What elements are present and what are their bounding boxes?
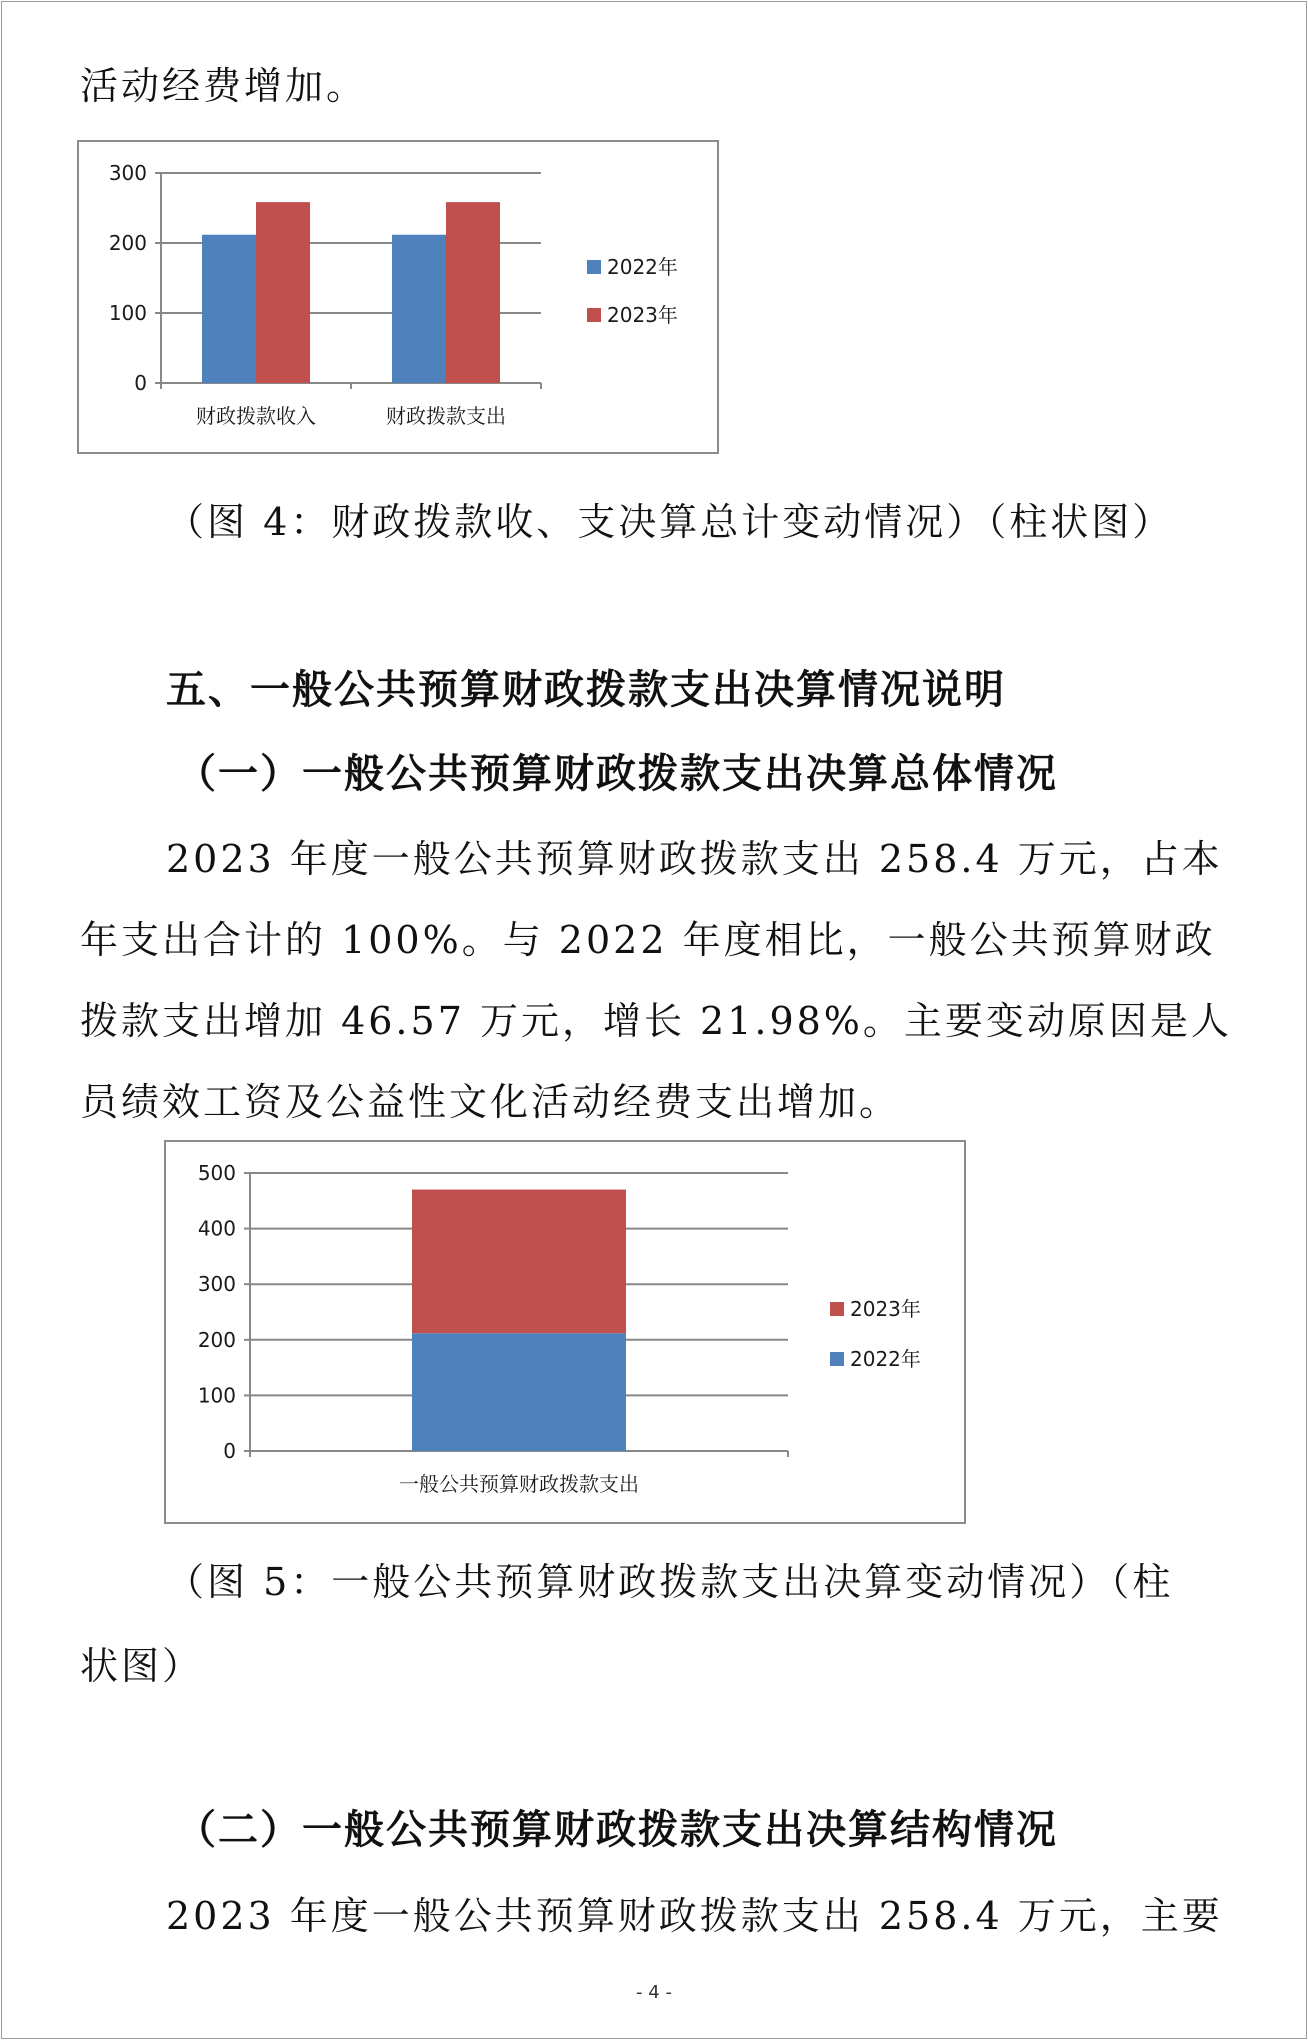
figure-5-caption-line-2: 状图） [80,1644,204,1688]
y-tick-label: 500 [197,1161,236,1185]
legend-label: 2022年 [850,1347,921,1371]
y-tick-label: 0 [223,1439,236,1463]
bar [392,235,446,383]
section-5-title: 五、一般公共预算财政拨款支出决算情况说明 [166,667,1006,713]
para1-line-1: 2023 年度一般公共预算财政拨款支出 258.4 万元，占本 [166,837,1223,881]
para1-line-3: 拨款支出增加 46.57 万元，增长 21.98%。主要变动原因是人 [80,999,1232,1043]
legend-swatch [587,308,601,322]
legend-swatch [830,1302,844,1316]
figure-4-caption: （图 4：财政拨款收、支决算总计变动情况）（柱状图） [166,500,1174,544]
y-tick-label: 100 [108,301,147,325]
stacked-bar-segment [412,1190,626,1334]
bar [446,202,500,383]
y-tick-label: 200 [108,231,147,255]
para1-line-4: 员绩效工资及公益性文化活动经费支出增加。 [80,1080,901,1124]
page-number: - 4 - [636,1982,672,2003]
y-tick-label: 300 [197,1272,236,1297]
top-line: 活动经费增加。 [80,64,368,108]
x-tick-label: 财政拨款收入 [196,404,316,428]
bar [202,235,256,383]
legend-swatch [830,1352,844,1366]
x-tick-label: 一般公共预算财政拨款支出 [399,1472,639,1496]
legend-label: 2023年 [607,303,678,327]
bar [256,202,310,383]
legend-label: 2022年 [607,255,678,279]
y-tick-label: 100 [197,1383,236,1408]
subsection-2-title: （二）一般公共预算财政拨款支出决算结构情况 [176,1807,1058,1853]
y-tick-label: 200 [197,1327,236,1352]
subsection-1-title: （一）一般公共预算财政拨款支出决算总体情况 [176,751,1058,797]
chart-5 [164,1140,966,1524]
chart-4-svg [79,142,721,456]
y-tick-label: 400 [197,1216,236,1241]
y-tick-label: 300 [108,161,147,185]
legend-label: 2023年 [850,1297,921,1321]
stacked-bar-segment [412,1333,626,1451]
para1-line-2: 年支出合计的 100%。与 2022 年度相比，一般公共预算财政 [80,918,1216,962]
figure-5-caption-line-1: （图 5：一般公共预算财政拨款支出决算变动情况）（柱 [166,1560,1174,1604]
chart-5-svg [166,1142,968,1526]
x-tick-label: 财政拨款支出 [386,404,506,428]
chart-4 [77,140,719,454]
y-tick-label: 0 [134,371,147,395]
para2-line-1: 2023 年度一般公共预算财政拨款支出 258.4 万元，主要 [166,1894,1223,1938]
legend-swatch [587,260,601,274]
